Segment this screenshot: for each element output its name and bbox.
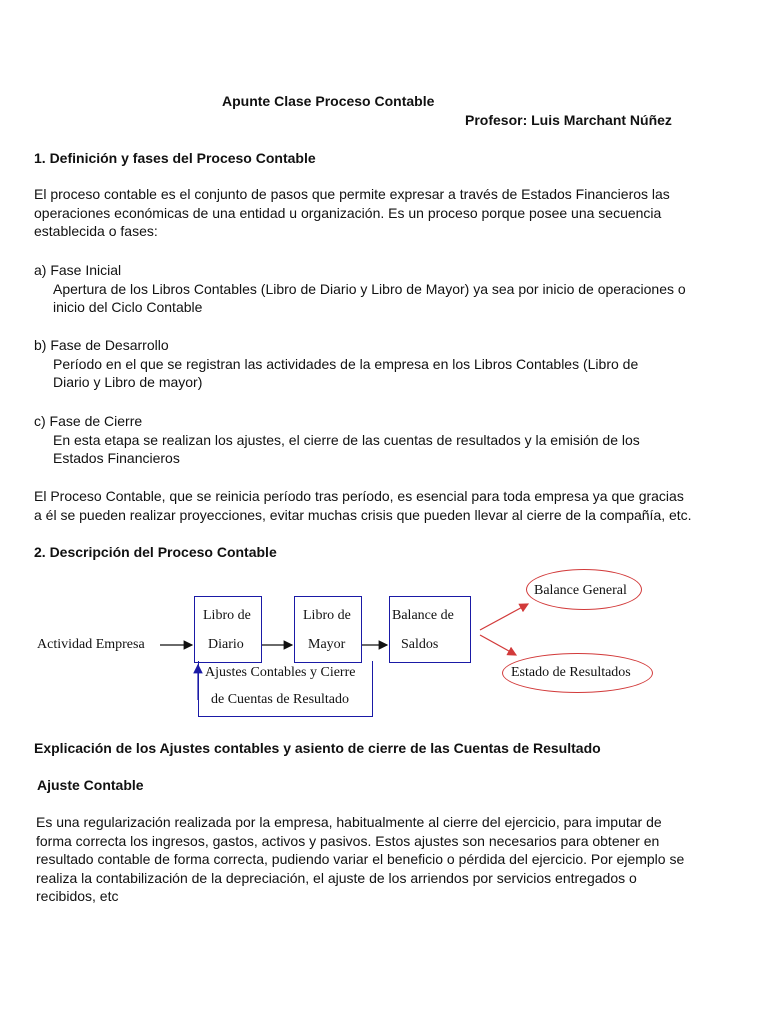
intro-line: operaciones económicas de una entidad u organización. Es un proceso porque posee una secuencia [34,204,662,221]
document-title: Apunte Clase Proceso Contable [222,93,435,109]
node-balance-general-label: Balance General [534,583,627,598]
phase-line: Período en el que se registran las actividades de la empresa en los Libros Contables (Libro de [53,355,639,372]
closing-line: El Proceso Contable, que se reinicia período tras período, es esencial para toda empresa ya que gracias [34,488,684,504]
body-line: recibidos, etc [36,888,119,904]
ajuste-contable-heading: Ajuste Contable [37,777,144,793]
body-line: Es una regularización realizada por la empresa, habitualmente al cierre del ejercicio, para imputar de [36,814,662,830]
phase-label: b) Fase de Desarrollo [34,337,169,353]
arrow-to-balance-general [480,604,528,630]
node-ajustes-line2: de Cuentas de Resultado [211,692,350,707]
node-balance-saldos-line2: Saldos [401,637,439,652]
phase-label: c) Fase de Cierre [34,413,143,429]
professor-name: Profesor: Luis Marchant Núñez [465,112,672,128]
section-1-heading: 1. Definición y fases del Proceso Contable [34,150,316,166]
phase-line: inicio del Ciclo Contable [53,299,203,315]
body-line: resultado contable de forma correcta, pudiendo variar el beneficio o pérdida del ejercicio. Por ejemplo se [36,851,685,867]
phase-line: En esta etapa se realizan los ajustes, el cierre de las cuentas de resultados y la emisión de los [53,431,640,448]
ajuste-contable-body [36,813,736,906]
body-line: forma correcta los ingresos, gastos, activos y pasivos. Estos ajustes son necesarios para obtener en [36,832,660,849]
phase-line: Diario y Libro de mayor) [53,374,203,390]
phase-label: a) Fase Inicial [34,262,122,278]
section-2-heading: 2. Descripción del Proceso Contable [34,544,277,560]
arrow-to-estado-resultados [480,635,516,655]
node-libro-diario-line2: Diario [208,637,244,652]
node-estado-resultados-label: Estado de Resultados [511,665,631,680]
phase-line: Apertura de los Libros Contables (Libro de Diario y Libro de Mayor) ya sea por inicio de operaciones o [53,280,686,297]
closing-line: a él se pueden realizar proyecciones, evitar muchas crisis que pueden llevar al cierre de la compañía, etc. [34,506,692,523]
node-libro-diario-line1: Libro de [203,608,251,623]
node-libro-mayor-line2: Mayor [308,637,346,652]
node-actividad-empresa: Actividad Empresa [37,637,145,652]
body-line: realiza la contabilización de la depreciación, el ajuste de los arriendos por servicios entregados o [36,869,637,886]
intro-line: El proceso contable es el conjunto de pasos que permite expresar a través de Estados Financieros las [34,186,670,202]
phase-line: Estados Financieros [53,450,180,466]
node-libro-mayor-line1: Libro de [303,608,351,623]
intro-line: establecida o fases: [34,223,158,239]
node-balance-saldos-line1: Balance de [392,608,454,623]
node-ajustes-line1: Ajustes Contables y Cierre [205,665,356,680]
section-3-heading: Explicación de los Ajustes contables y asiento de cierre de las Cuentas de Resultado [34,740,601,756]
